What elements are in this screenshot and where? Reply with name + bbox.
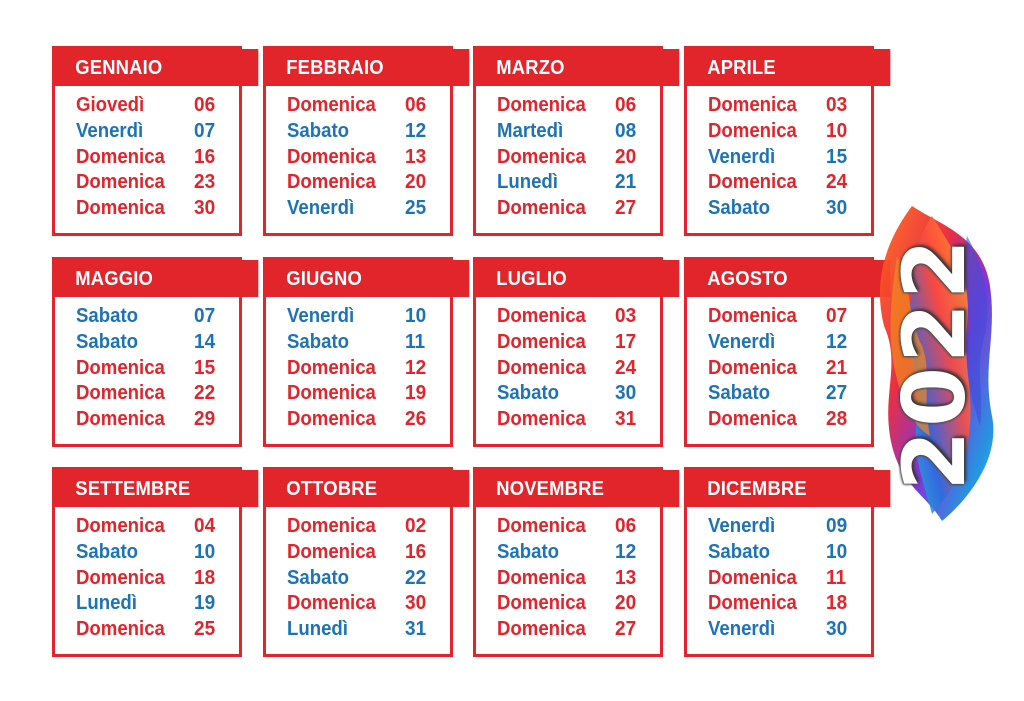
holiday-row — [266, 539, 450, 565]
day-name: Sabato — [287, 119, 350, 142]
holiday-row — [687, 169, 871, 195]
day-number: 03 — [826, 94, 848, 116]
holiday-row — [476, 144, 660, 170]
day-number: 19 — [405, 382, 427, 405]
day-name: Domenica — [497, 408, 586, 431]
holiday-row — [476, 118, 660, 144]
holiday-row — [55, 539, 239, 565]
day-name: Venerdì — [708, 145, 776, 168]
day-number: 18 — [194, 566, 216, 589]
holiday-row — [266, 92, 450, 118]
day-number: 16 — [405, 540, 427, 563]
month-card-febbraio — [263, 46, 453, 236]
month-card-agosto — [684, 257, 874, 447]
month-title: MAGGIO — [55, 260, 258, 297]
month-title: OTTOBRE — [266, 470, 469, 507]
day-number: 04 — [194, 515, 216, 537]
day-name: Domenica — [76, 566, 165, 589]
day-number: 28 — [826, 408, 848, 431]
holiday-list — [476, 297, 660, 432]
holiday-list — [55, 297, 239, 432]
holiday-row — [476, 195, 660, 221]
day-name: Domenica — [708, 305, 797, 327]
day-name: Domenica — [708, 356, 797, 379]
day-number: 10 — [194, 540, 216, 563]
month-card-luglio — [473, 257, 663, 447]
holiday-row — [266, 355, 450, 381]
day-name: Domenica — [287, 382, 376, 405]
day-number: 30 — [615, 382, 637, 405]
day-number: 02 — [405, 515, 427, 537]
day-name: Domenica — [76, 145, 165, 168]
holiday-row — [266, 513, 450, 539]
day-number: 30 — [826, 618, 848, 641]
holiday-row — [55, 616, 239, 642]
day-number: 14 — [194, 330, 216, 353]
day-number: 09 — [826, 515, 848, 537]
day-number: 18 — [826, 592, 848, 615]
holiday-row — [55, 303, 239, 329]
day-number: 03 — [615, 305, 637, 327]
holiday-row — [55, 92, 239, 118]
day-name: Sabato — [497, 382, 560, 405]
holiday-row — [476, 590, 660, 616]
day-name: Domenica — [497, 618, 586, 641]
holiday-row — [687, 144, 871, 170]
month-title: MARZO — [476, 49, 679, 86]
day-name: Domenica — [497, 592, 586, 615]
month-title: SETTEMBRE — [55, 470, 258, 507]
holiday-row — [476, 92, 660, 118]
month-card-marzo — [473, 46, 663, 236]
holiday-row — [266, 118, 450, 144]
day-number: 23 — [194, 171, 216, 194]
day-number: 27 — [615, 197, 637, 220]
holiday-list — [55, 507, 239, 642]
day-number: 24 — [826, 171, 848, 194]
day-number: 08 — [615, 119, 637, 142]
month-card-maggio — [52, 257, 242, 447]
day-name: Domenica — [76, 382, 165, 405]
day-name: Domenica — [287, 540, 376, 563]
day-name: Domenica — [76, 356, 165, 379]
day-number: 20 — [405, 171, 427, 194]
holiday-row — [687, 616, 871, 642]
month-card-giugno — [263, 257, 453, 447]
holiday-row — [476, 303, 660, 329]
month-title: DICEMBRE — [687, 470, 890, 507]
month-card-ottobre — [263, 467, 453, 657]
month-card-gennaio — [52, 46, 242, 236]
holiday-row — [266, 195, 450, 221]
day-number: 15 — [826, 145, 848, 168]
day-name: Sabato — [708, 382, 771, 405]
day-name: Sabato — [708, 197, 771, 220]
day-number: 25 — [194, 618, 216, 641]
month-title: LUGLIO — [476, 260, 679, 297]
holiday-list — [266, 86, 450, 221]
holiday-list — [266, 507, 450, 642]
day-name: Venerdì — [708, 618, 776, 641]
month-title: FEBBRAIO — [266, 49, 469, 86]
day-number: 11 — [405, 330, 426, 353]
day-number: 21 — [615, 171, 637, 194]
holiday-row — [476, 329, 660, 355]
holiday-row — [55, 380, 239, 406]
holiday-row — [476, 406, 660, 432]
holiday-list — [476, 86, 660, 221]
day-number: 29 — [194, 408, 216, 431]
holiday-row — [55, 118, 239, 144]
holiday-row — [687, 195, 871, 221]
day-name: Domenica — [287, 408, 376, 431]
day-number: 20 — [615, 592, 637, 615]
holiday-list — [55, 86, 239, 221]
day-name: Venerdì — [287, 197, 355, 220]
holiday-row — [476, 616, 660, 642]
month-title: AGOSTO — [687, 260, 890, 297]
holiday-row — [476, 355, 660, 381]
day-name: Domenica — [287, 515, 376, 537]
day-number: 31 — [405, 618, 427, 641]
day-name: Lunedì — [497, 171, 558, 194]
holiday-row — [687, 303, 871, 329]
day-name: Giovedì — [76, 94, 145, 116]
day-number: 10 — [826, 119, 848, 142]
day-number: 07 — [194, 119, 216, 142]
day-name: Domenica — [76, 618, 165, 641]
holiday-list — [687, 507, 871, 642]
day-name: Sabato — [76, 305, 139, 327]
holiday-row — [476, 169, 660, 195]
holiday-row — [476, 513, 660, 539]
day-name: Sabato — [287, 566, 350, 589]
holiday-row — [55, 169, 239, 195]
day-number: 15 — [194, 356, 216, 379]
day-name: Domenica — [76, 197, 165, 220]
day-number: 10 — [405, 305, 427, 327]
day-number: 22 — [405, 566, 427, 589]
day-name: Domenica — [76, 408, 165, 431]
month-card-aprile — [684, 46, 874, 236]
day-number: 10 — [826, 540, 848, 563]
month-title: NOVEMBRE — [476, 470, 679, 507]
holiday-row — [266, 590, 450, 616]
day-number: 06 — [405, 94, 427, 116]
holiday-row — [266, 169, 450, 195]
month-title: APRILE — [687, 49, 890, 86]
holiday-row — [687, 590, 871, 616]
day-number: 24 — [615, 356, 637, 379]
day-name: Venerdì — [708, 330, 776, 353]
holiday-row — [687, 118, 871, 144]
day-name: Venerdì — [287, 305, 355, 327]
day-number: 12 — [826, 330, 848, 353]
day-number: 17 — [615, 330, 637, 353]
day-name: Domenica — [76, 515, 165, 537]
day-number: 06 — [615, 515, 637, 537]
month-card-settembre — [52, 467, 242, 657]
month-title: GENNAIO — [55, 49, 258, 86]
holiday-row — [55, 329, 239, 355]
day-name: Domenica — [287, 171, 376, 194]
holiday-row — [687, 406, 871, 432]
holiday-row — [55, 565, 239, 591]
day-number: 21 — [826, 356, 848, 379]
holiday-row — [266, 329, 450, 355]
day-name: Domenica — [708, 408, 797, 431]
day-name: Domenica — [497, 145, 586, 168]
day-number: 07 — [194, 305, 216, 327]
day-number: 12 — [405, 356, 427, 379]
day-name: Domenica — [708, 171, 797, 194]
day-name: Lunedì — [287, 618, 348, 641]
holiday-row — [55, 406, 239, 432]
holiday-row — [266, 303, 450, 329]
day-number: 27 — [615, 618, 637, 641]
day-number: 12 — [405, 119, 427, 142]
day-name: Domenica — [708, 566, 797, 589]
day-name: Domenica — [497, 197, 586, 220]
holiday-row — [687, 380, 871, 406]
day-name: Lunedì — [76, 592, 137, 615]
day-name: Venerdì — [76, 119, 144, 142]
day-number: 27 — [826, 382, 848, 405]
day-number: 11 — [826, 566, 847, 589]
holiday-row — [266, 380, 450, 406]
day-number: 31 — [615, 408, 637, 431]
day-number: 25 — [405, 197, 427, 220]
day-name: Domenica — [287, 145, 376, 168]
day-name: Domenica — [287, 94, 376, 116]
day-name: Domenica — [497, 94, 586, 116]
day-number: 16 — [194, 145, 216, 168]
day-name: Domenica — [497, 305, 586, 327]
holiday-row — [55, 195, 239, 221]
day-number: 13 — [405, 145, 427, 168]
day-number: 07 — [826, 305, 848, 327]
holiday-row — [266, 406, 450, 432]
day-number: 26 — [405, 408, 427, 431]
holiday-row — [55, 513, 239, 539]
day-number: 13 — [615, 566, 637, 589]
holiday-row — [687, 513, 871, 539]
holiday-list — [687, 297, 871, 432]
day-name: Domenica — [287, 592, 376, 615]
day-name: Domenica — [76, 171, 165, 194]
day-name: Sabato — [497, 540, 560, 563]
day-name: Domenica — [708, 94, 797, 116]
holiday-row — [687, 539, 871, 565]
month-card-novembre — [473, 467, 663, 657]
day-number: 12 — [615, 540, 637, 563]
holiday-row — [266, 616, 450, 642]
day-number: 30 — [194, 197, 216, 220]
day-name: Martedì — [497, 119, 564, 142]
holiday-list — [266, 297, 450, 432]
holiday-row — [476, 539, 660, 565]
day-name: Domenica — [708, 119, 797, 142]
day-number: 30 — [405, 592, 427, 615]
holiday-row — [55, 355, 239, 381]
day-name: Domenica — [497, 330, 586, 353]
day-name: Venerdì — [708, 515, 776, 537]
day-name: Domenica — [497, 566, 586, 589]
month-card-dicembre — [684, 467, 874, 657]
holiday-list — [687, 86, 871, 221]
day-name: Domenica — [497, 515, 586, 537]
day-number: 22 — [194, 382, 216, 405]
day-name: Sabato — [708, 540, 771, 563]
holiday-row — [476, 380, 660, 406]
month-title: GIUGNO — [266, 260, 469, 297]
holiday-row — [687, 329, 871, 355]
day-number: 06 — [615, 94, 637, 116]
holiday-row — [55, 590, 239, 616]
day-name: Sabato — [287, 330, 350, 353]
holiday-row — [55, 144, 239, 170]
year-label: 2022 — [885, 235, 985, 491]
day-number: 30 — [826, 197, 848, 220]
holiday-row — [476, 565, 660, 591]
holiday-row — [687, 355, 871, 381]
day-name: Sabato — [76, 330, 139, 353]
day-name: Domenica — [287, 356, 376, 379]
day-name: Domenica — [497, 356, 586, 379]
holiday-row — [266, 144, 450, 170]
holiday-row — [266, 565, 450, 591]
day-name: Domenica — [708, 592, 797, 615]
day-number: 06 — [194, 94, 216, 116]
day-number: 20 — [615, 145, 637, 168]
day-name: Sabato — [76, 540, 139, 563]
holiday-row — [687, 92, 871, 118]
day-number: 19 — [194, 592, 216, 615]
holiday-list — [476, 507, 660, 642]
holiday-row — [687, 565, 871, 591]
